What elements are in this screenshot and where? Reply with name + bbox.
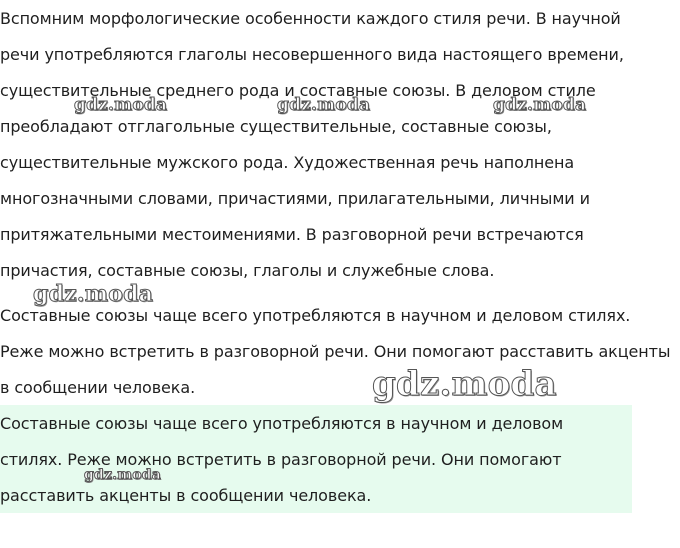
text-line: речи употребляются глаголы несовершенного вида настоящего времени,	[0, 45, 624, 64]
text-line: причастия, составные союзы, глаголы и служебные слова.	[0, 261, 495, 280]
text-line: многозначными словами, причастиями, прилагательными, личными и	[0, 189, 590, 208]
text-line: Реже можно встретить в разговорной речи. Они помогают расставить акценты	[0, 342, 671, 361]
text-line: стилях. Реже можно встретить в разговорной речи. Они помогают	[0, 450, 562, 469]
watermark-logo: gdz.moda	[33, 281, 154, 307]
text-line: существительные мужского рода. Художественная речь наполнена	[0, 153, 575, 172]
text-line: Составные союзы чаще всего употребляются в научном и деловом стилях.	[0, 306, 631, 325]
text-line: в сообщении человека.	[0, 378, 196, 397]
text-line: преобладают отглагольные существительные, составные союзы,	[0, 117, 552, 136]
watermark-logo: gdz.moda	[372, 364, 557, 404]
watermark-logo: gdz.moda	[493, 95, 587, 115]
text-line: расставить акценты в сообщении человека.	[0, 486, 372, 505]
watermark-logo: gdz.moda	[277, 95, 371, 115]
text-line: существительные среднего рода и составные союзы. В деловом стиле	[0, 81, 596, 100]
text-line: Вспомним морфологические особенности каждого стиля речи. В научной	[0, 9, 621, 28]
text-line: Составные союзы чаще всего употребляются в научном и деловом	[0, 414, 564, 433]
watermark-logo: gdz.moda	[84, 467, 162, 483]
text-line: притяжательными местоимениями. В разговорной речи встречаются	[0, 225, 584, 244]
watermark-logo: gdz.moda	[74, 95, 168, 115]
